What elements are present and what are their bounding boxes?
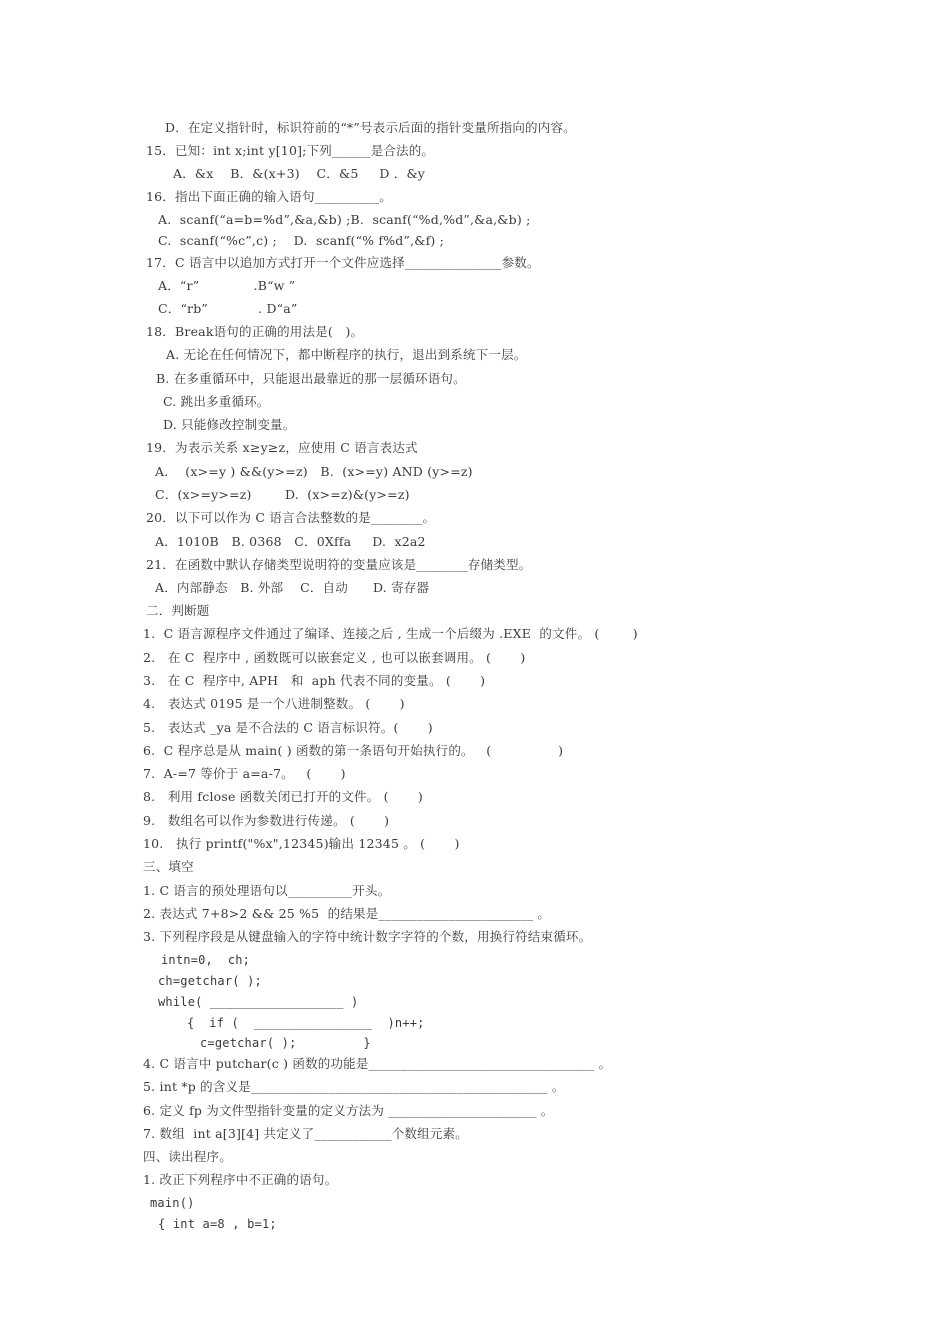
read-item-1: 1. 改正下列程序中不正确的语句。 <box>143 1172 338 1187</box>
judge-item-8: 8. 利用 fclose 函数关闭已打开的文件。 ( ) <box>143 789 423 804</box>
fill-item-7: 7. 数组 int a[3][4] 共定义了____________个数组元素。 <box>143 1126 468 1141</box>
q15-options: A．&x B．&(x+3) C．&5 D ．&y <box>173 166 426 181</box>
code-line-2: ch=getchar( ); <box>158 974 262 988</box>
judge-item-2: 2. 在 C 程序中 , 函数既可以嵌套定义 , 也可以嵌套调用。 ( ) <box>143 650 526 665</box>
q19-options-ab: A． (x>=y ) &&(y>=z) B. (x>=y) AND (y>=z) <box>155 464 473 479</box>
code-decl: { int a=8 , b=1; <box>158 1217 277 1231</box>
q18-option-c: C. 跳出多重循环。 <box>163 394 270 409</box>
section-3-heading: 三、填空 <box>143 859 194 874</box>
section-2-heading: 二．判断题 <box>146 603 210 618</box>
judge-item-4: 4. 表达式 0195 是一个八进制整数。 ( ) <box>143 696 405 711</box>
judge-item-3: 3. 在 C 程序中, APH 和 aph 代表不同的变量。 ( ) <box>143 673 486 688</box>
code-line-5: c=getchar( ); } <box>200 1036 371 1050</box>
fill-item-6: 6. 定义 fp 为文件型指针变量的定义方法为 _______________________ 。 <box>143 1103 554 1118</box>
code-main: main() <box>150 1196 195 1210</box>
q15-stem: 15．已知：int x;int y[10];下列______是合法的。 <box>146 143 435 158</box>
q21-stem: 21．在函数中默认存储类型说明符的变量应该是________存储类型。 <box>146 557 532 572</box>
fill-item-2: 2. 表达式 7+8>2 && 25 %5 的结果是________________________ 。 <box>143 906 551 921</box>
q17-options-ab: A．“r” .B“w ” <box>158 278 296 293</box>
judge-item-6: 6. C 程序总是从 main( ) 函数的第一条语句开始执行的。 ( ) <box>143 743 564 758</box>
q21-options: A．内部静态 B. 外部 C．自动 D. 寄存器 <box>155 580 430 595</box>
q16-options-ab: A. scanf(“a=b=%d”,&a,&b) ;B. scanf(“%d,%d”,&a,&b) ; <box>158 212 531 227</box>
code-line-4: { if ( ________________ )n++; <box>187 1016 425 1030</box>
q18-option-d: D. 只能修改控制变量。 <box>163 417 296 432</box>
q14-option-d: D．在定义指针时，标识符前的“*”号表示后面的指针变量所指向的内容。 <box>165 120 576 135</box>
q18-option-a: A. 无论在任何情况下，都中断程序的执行，退出到系统下一层。 <box>166 347 527 362</box>
fill-item-5: 5. int *p 的含义是______________________________________________ 。 <box>143 1079 565 1094</box>
q16-stem: 16．指出下面正确的输入语句__________。 <box>146 189 392 204</box>
q18-option-b: B. 在多重循环中，只能退出最靠近的那一层循环语句。 <box>156 371 466 386</box>
q20-options: A．1010B B. 0368 C．0Xffa D. x2a2 <box>155 534 426 549</box>
judge-item-10: 10. 执行 printf("%x",12345)输出 12345 。 ( ) <box>143 836 460 851</box>
q19-stem: 19．为表示关系 x≥y≥z，应使用 C 语言表达式 <box>146 440 418 455</box>
judge-item-1: 1. C 语言源程序文件通过了编译、连接之后 , 生成一个后缀为 .EXE 的文件。 ( ) <box>143 626 638 641</box>
fill-item-4: 4. C 语言中 putchar(c ) 函数的功能是___________________________________ 。 <box>143 1056 612 1071</box>
q17-stem: 17．C 语言中以追加方式打开一个文件应选择_______________参数。 <box>146 255 540 270</box>
section-4-heading: 四、读出程序。 <box>143 1149 232 1164</box>
q16-options-cd: C. scanf(“%c”,c) ; D. scanf(“% f%d”,&f) ; <box>158 233 445 248</box>
judge-item-5: 5. 表达式 _ya 是不合法的 C 语言标识符。( ) <box>143 720 433 735</box>
fill-item-3: 3. 下列程序段是从键盘输入的字符中统计数字字符的个数，用换行符结束循环。 <box>143 929 592 944</box>
judge-item-7: 7. A-=7 等价于 a=a-7。 ( ) <box>143 766 346 781</box>
judge-item-9: 9. 数组名可以作为参数进行传递。 ( ) <box>143 813 390 828</box>
q19-options-cd: C．(x>=y>=z) D. (x>=z)&(y>=z) <box>155 487 410 502</box>
q18-stem: 18．Break语句的正确的用法是( )。 <box>146 324 364 339</box>
code-line-1: intn=0, ch; <box>161 953 251 967</box>
q17-options-cd: C．“rb” . D“a” <box>158 301 298 316</box>
q20-stem: 20．以下可以作为 C 语言合法整数的是________。 <box>146 510 436 525</box>
code-line-3: while( __________________ ) <box>158 995 359 1009</box>
fill-item-1: 1. C 语言的预处理语句以__________开头。 <box>143 883 391 898</box>
